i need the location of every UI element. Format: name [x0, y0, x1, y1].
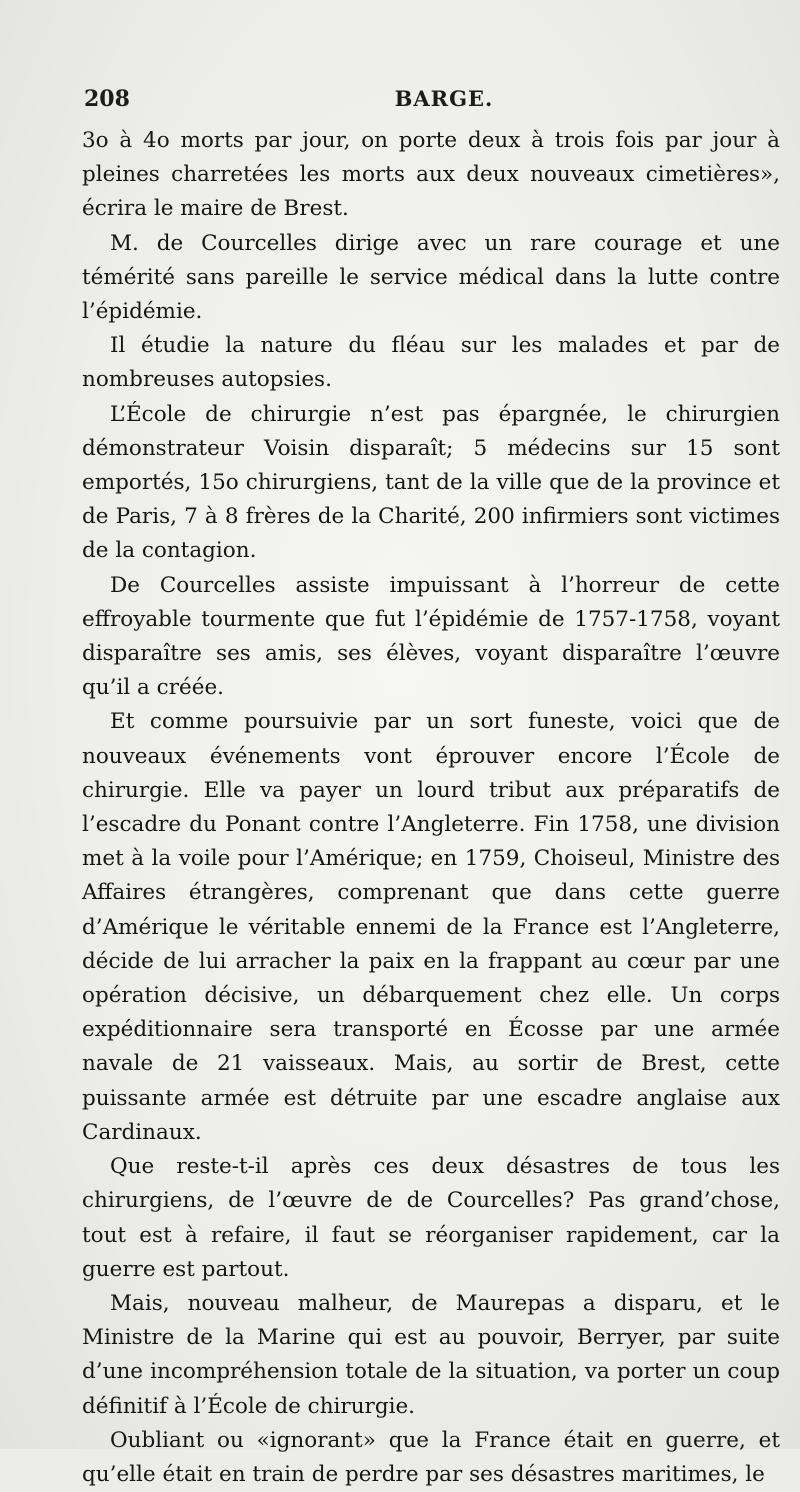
paragraph-8: Mais, nouveau malheur, de Maurepas a disparu, et le Ministre de la Marine qui est au pouvoir, Berryer, par suite d’une incompréhension totale de la situation, va porter un coup définitif à l’École de chirurgie. [82, 1290, 780, 1419]
paragraph-1: 3o à 4o morts par jour, on porte deux à trois fois par jour à pleines charretées les morts aux deux nouveaux cimetières», écrira le maire de Brest. [82, 128, 780, 222]
paragraph-3: Il étudie la nature du fléau sur les malades et par de nombreuses autopsies. [82, 333, 780, 393]
page-header [84, 86, 774, 116]
paragraph-7: Que reste-t-il après ces deux désastres de tous les chirurgiens, de l’œuvre de de Courcelles? Pas grand’chose, tout est à refaire, il faut se réorganiser rapidement, car la guerre est partout. [82, 1154, 780, 1282]
body-text [82, 124, 780, 1492]
paragraph-6: Et comme poursuivie par un sort funeste, voici que de nouveaux événements vont éprouver encore l’École de chirurgie. Elle va payer un lourd tribut aux préparatifs de l’escadre du Ponant contre l’Angleterre. Fin 1758, une division met à la voile pour l’Amérique; en 1759, Choiseul, Ministre des Affaires étrangères, comprenant que dans cette guerre d’Amérique le véritable ennemi de la France est l’Angleterre, décide de lui arracher la paix en la frappant au cœur par une opération décisive, un débarquement chez elle. Un corps expéditionnaire sera transporté en Écosse par une armée navale de 21 vaisseaux. Mais, au sortir de Brest, cette puissante armée est détruite par une escadre anglaise aux Cardinaux. [82, 709, 780, 1145]
paragraph-2: M. de Courcelles dirige avec un rare courage et une témérité sans pareille le service médical dans la lutte contre l’épidémie. [82, 230, 780, 325]
running-title: BARGE. [394, 86, 494, 111]
paragraph-5: De Courcelles assiste impuissant à l’horreur de cette effroyable tourmente que fut l’épidémie de 1757-1758, voyant disparaître ses amis, ses élèves, voyant disparaître l’œuvre qu’il a créée. [82, 572, 780, 701]
paragraph-4: L’École de chirurgie n’est pas épargnée, le chirurgien démonstrateur Voisin disparaît; 5 médecins sur 15 sont emportés, 15o chirurgiens, tant de la ville que de la province et de Paris, 7 à 8 frères de la Charité, 200 infirmiers sont victimes de la contagion. [82, 401, 780, 564]
paragraph-9: Oubliant ou «ignorant» que la France était en guerre, et qu’elle était en train de perdre par ses désastres maritimes, le [82, 1427, 780, 1487]
page-number: 208 [84, 86, 130, 112]
